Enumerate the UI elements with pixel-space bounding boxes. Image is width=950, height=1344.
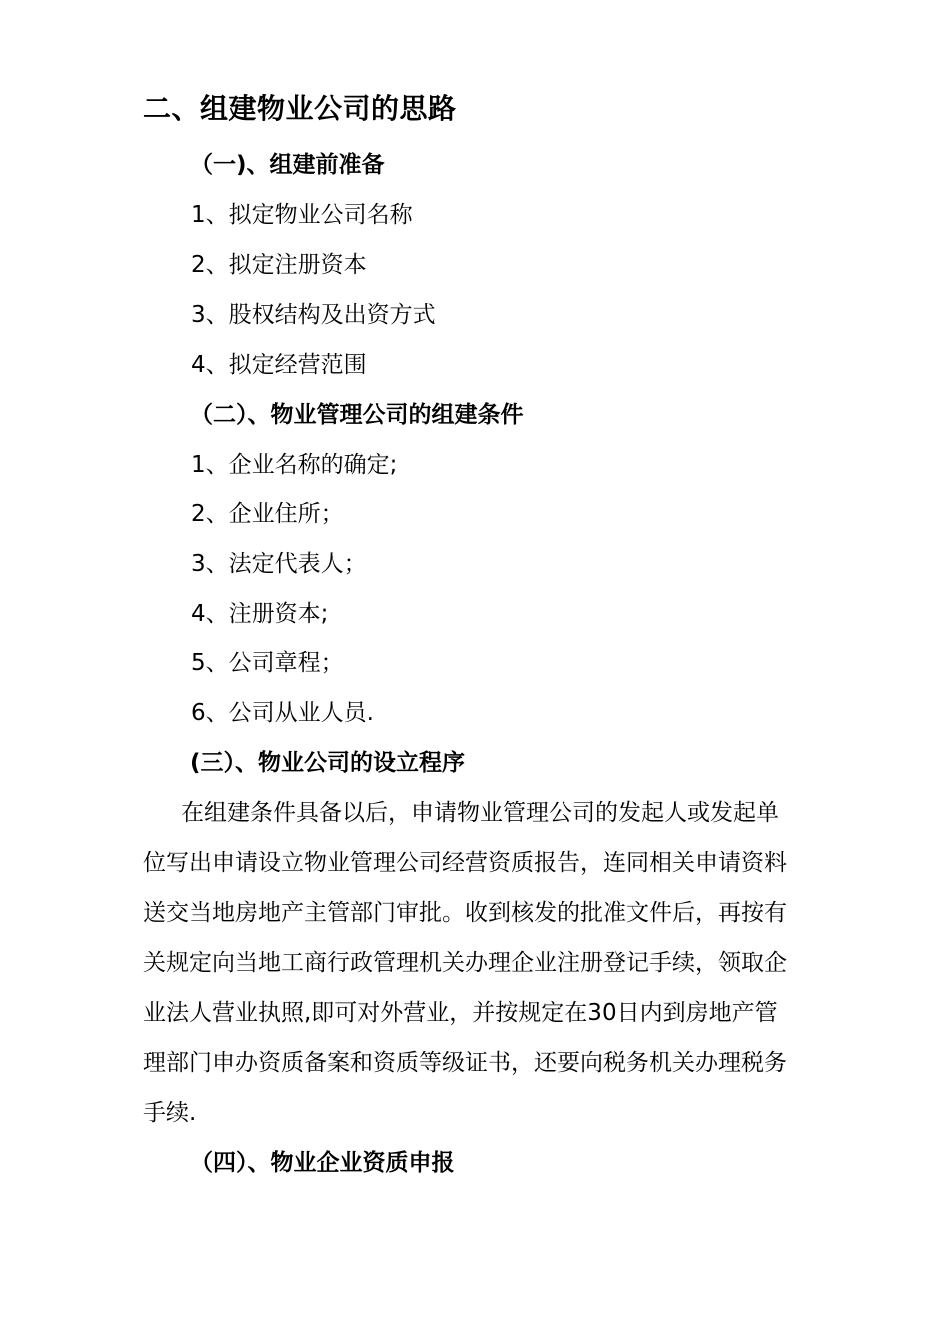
- part3-heading: (三）、物业公司的设立程序: [190, 750, 466, 776]
- part1-heading: （一)、组建前准备: [190, 152, 385, 178]
- paragraph-line: 手续.: [143, 1100, 197, 1126]
- paragraph-line: 理部门申办资质备案和资质等级证书，还要向税务机关办理税务: [143, 1050, 787, 1076]
- paragraph-line: 业法人营业执照,即可对外营业，并按规定在30日内到房地产管: [143, 1000, 778, 1026]
- part1-item-2: 2、拟定注册资本: [191, 252, 367, 278]
- part2-item-5: 5、公司章程；: [191, 650, 344, 676]
- part1-item-1: 1、拟定物业公司名称: [191, 202, 413, 228]
- part2-heading: （二）、物业管理公司的组建条件: [190, 402, 524, 428]
- part2-item-2: 2、企业住所；: [191, 501, 344, 527]
- paragraph-line: 在组建条件具备以后，申请物业管理公司的发起人或发起单: [181, 800, 779, 826]
- part2-item-4: 4、注册资本;: [191, 601, 329, 627]
- paragraph-line: 送交当地房地产主管部门审批。收到核发的批准文件后，再按有: [143, 900, 787, 926]
- paragraph-line: 位写出申请设立物业管理公司经营资质报告，连同相关申请资料: [143, 850, 787, 876]
- paragraph-line: 关规定向当地工商行政管理机关办理企业注册登记手续，领取企: [143, 950, 787, 976]
- part1-item-4: 4、拟定经营范围: [191, 352, 367, 378]
- part1-item-3: 3、股权结构及出资方式: [191, 302, 436, 328]
- part2-item-6: 6、公司从业人员.: [191, 700, 374, 726]
- section-title: 二、组建物业公司的思路: [143, 92, 457, 125]
- part2-item-3: 3、法定代表人；: [191, 551, 367, 577]
- part4-heading: （四）、物业企业资质申报: [190, 1150, 455, 1176]
- part2-item-1: 1、企业名称的确定;: [191, 452, 398, 478]
